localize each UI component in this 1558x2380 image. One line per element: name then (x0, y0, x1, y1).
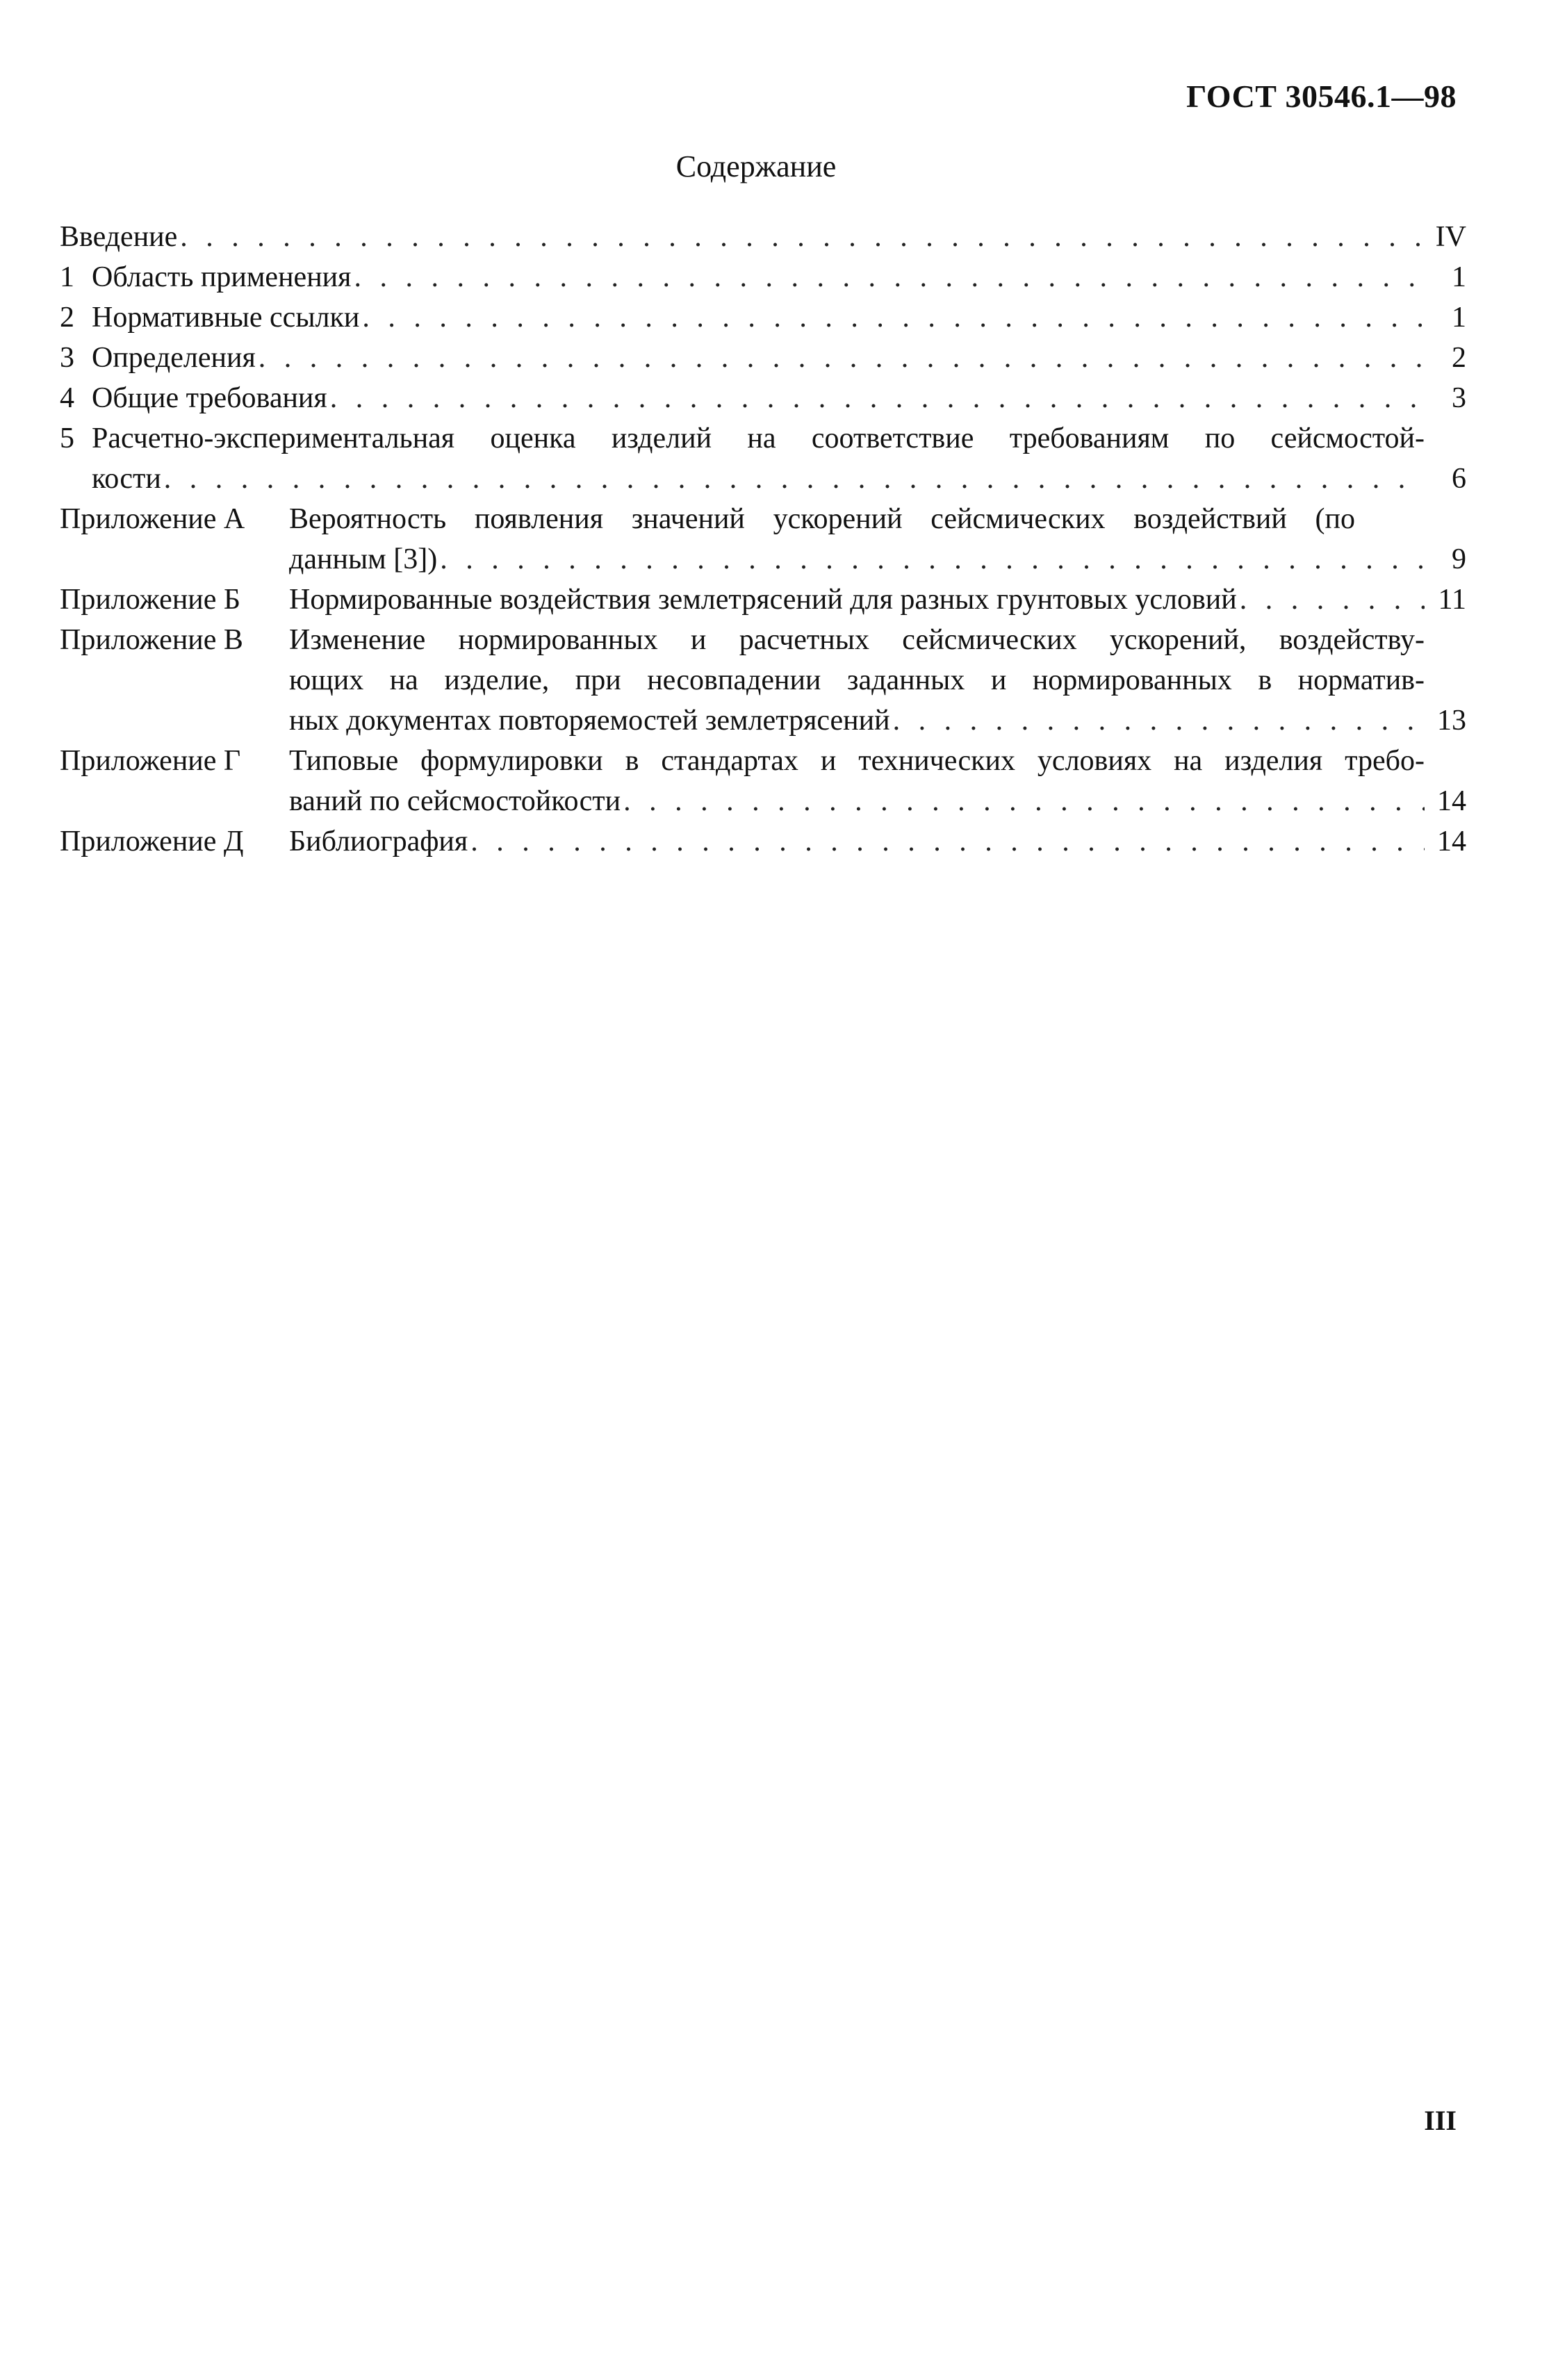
toc-entry-section-4[interactable] (60, 378, 1466, 418)
toc-section-number: 1 (60, 261, 74, 293)
toc-page-number: 14 (1437, 785, 1466, 817)
toc-title: Содержание (675, 149, 837, 183)
toc-leader-dots (621, 781, 1425, 821)
toc-leader-dots (1237, 580, 1425, 620)
toc-entry-title-line: Типовые формулировки в стандартах и технических условиях на изделия требо- (289, 745, 1425, 777)
toc-entry-title-continuation: ваний по сейсмостойкости (289, 785, 621, 817)
toc-entry-title: Нормативные ссылки (92, 302, 360, 334)
toc-leader-dots (359, 297, 1425, 338)
toc-entry-title: Введение (60, 221, 178, 253)
toc-entry-title-line: ющих на изделие, при несовпадении заданных и нормированных в норматив- (289, 664, 1425, 696)
toc-entry-introduction[interactable] (60, 217, 1466, 257)
toc-page-number: 9 (1452, 543, 1466, 575)
page-number: III (1424, 2105, 1457, 2136)
toc-section-number: 5 (60, 422, 74, 454)
toc-entry-section-5[interactable] (60, 418, 1466, 499)
toc-section-number: 2 (60, 302, 74, 334)
toc-entry-title-line: Изменение нормированных и расчетных сейсмических ускорений, воздейству- (289, 624, 1425, 656)
toc-leader-dots (256, 338, 1425, 378)
toc-entry-title: Определения (92, 342, 256, 374)
toc-appendix-label: Приложение Г (60, 745, 241, 777)
toc-leader-dots (468, 821, 1425, 862)
toc-leader-dots (327, 378, 1425, 418)
toc-appendix-label: Приложение Д (60, 826, 244, 857)
toc-entry-title-continuation: кости (92, 463, 161, 495)
toc-entry-title: Библиография (289, 826, 468, 857)
document-code: ГОСТ 30546.1—98 (1186, 79, 1457, 114)
toc-page-number: IV (1435, 221, 1466, 253)
toc-entry-appendix-d[interactable] (60, 821, 1466, 862)
toc-entry-title-continuation: данным [3]) (289, 543, 438, 575)
toc-page-number: 1 (1452, 302, 1466, 334)
toc-page-number: 1 (1452, 261, 1466, 293)
toc-entry-title-continuation: ных документах повторяемостей землетрясений (289, 705, 890, 737)
toc-entry-title: Нормированные воздействия землетрясений для разных грунтовых условий (289, 584, 1237, 616)
toc-leader-dots (351, 257, 1425, 297)
toc-page-number: 3 (1452, 382, 1466, 414)
toc-page-number: 2 (1452, 342, 1466, 374)
toc-appendix-label: Приложение Б (60, 584, 241, 616)
toc-page-number: 11 (1438, 584, 1466, 616)
toc-leader-dots (890, 700, 1425, 741)
toc-leader-dots (161, 459, 1425, 499)
toc-section-number: 4 (60, 382, 74, 414)
toc-page-number: 13 (1437, 705, 1466, 737)
toc-entry-title-line: Вероятность появления значений ускорений сейсмических воздействий (по (289, 503, 1355, 535)
toc-leader-dots (437, 539, 1425, 580)
toc-entry-title-line: Расчетно-экспериментальная оценка изделий на соответствие требованиям по сейсмостой- (92, 422, 1425, 454)
toc-appendix-label: Приложение А (60, 503, 245, 535)
toc-entry-section-3[interactable] (60, 338, 1466, 378)
toc-entry-appendix-g[interactable] (60, 741, 1466, 821)
toc-leader-dots (177, 217, 1425, 257)
toc-section-number: 3 (60, 342, 74, 374)
toc-entry-section-1[interactable] (60, 257, 1466, 297)
table-of-contents (60, 217, 1466, 862)
toc-entry-appendix-v[interactable] (60, 620, 1466, 741)
toc-entry-appendix-a[interactable] (60, 499, 1466, 580)
toc-entry-appendix-b[interactable] (60, 580, 1466, 620)
toc-entry-title: Область применения (92, 261, 352, 293)
toc-entry-title: Общие требования (92, 382, 327, 414)
toc-entry-section-2[interactable] (60, 297, 1466, 338)
toc-appendix-label: Приложение В (60, 624, 243, 656)
toc-page-number: 14 (1437, 826, 1466, 857)
toc-page-number: 6 (1452, 463, 1466, 495)
